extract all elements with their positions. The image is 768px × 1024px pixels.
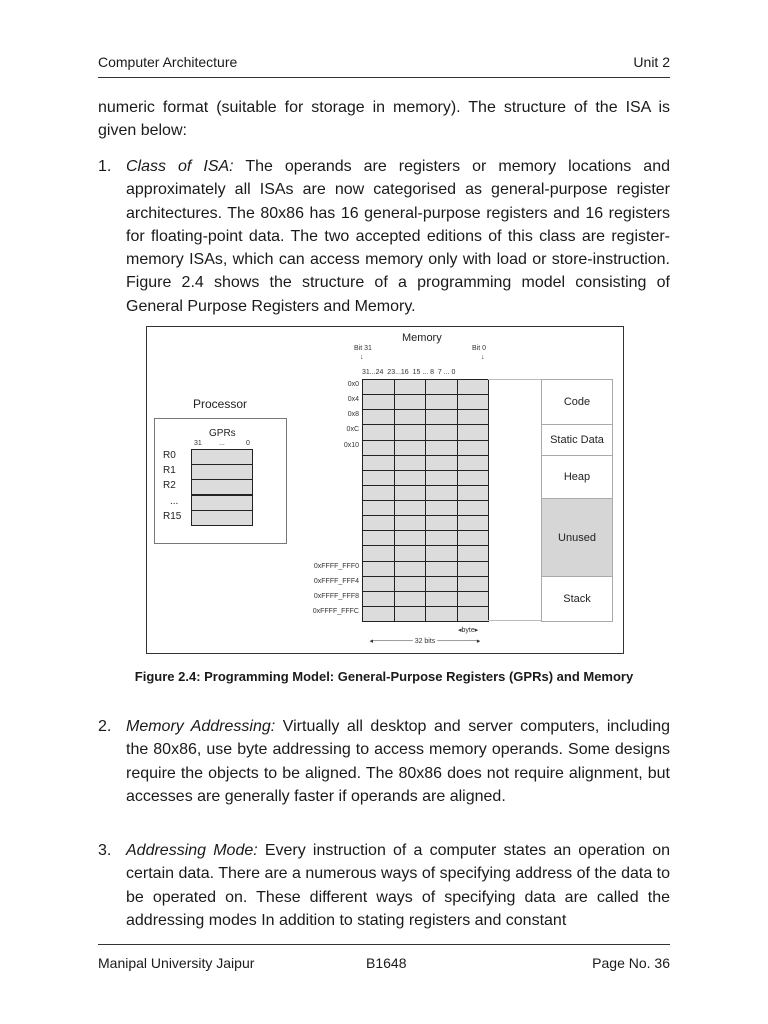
register-cell [191,479,253,495]
register-label: R15 [163,510,182,522]
register-cell [191,510,253,526]
memory-cell [394,606,427,622]
memory-cell [457,409,490,425]
memory-cell [394,545,427,561]
gprs-title: GPRs [209,428,236,439]
memory-cell [362,515,395,531]
address-label: 0x8 [347,411,359,419]
memory-cell [457,576,490,592]
memory-cell [425,455,458,471]
item-term: Memory Addressing: [126,718,276,735]
address-label: 0x10 [343,441,359,449]
item-number: 3. [98,842,112,859]
memory-cell [362,545,395,561]
processor-title: Processor [193,397,248,411]
item-text: Virtually all desktop and server computers, including the 80x86, use byte addressing to access memory operands. Some designs require the objects to be aligned. The 80x86 does not require alignment, but accesses are generally faster if operands are aligned. [126,718,671,805]
figure-programming-model: Processor GPRs 31 ... 0 R0 R1 R2 ... R15 Memory Bit 31 Bit 0 ↓ ↓ 31...24 23...16 15 ... 8 7 ... 0 0x0 0x4 0x8 0xC 0x10 0xFFFF_FFF0 0xFFFF_FFF4 0xFFFF_FFF8 0xFFFF_FFFC Code Static Data Heap Unused Stack ◂byte▸ ◂──────── 32 bits ────────▸ [146,326,624,654]
memory-cell [362,379,395,395]
register-cell [191,449,253,465]
register-label: ... [170,495,179,507]
footer-code: B1648 [366,955,407,971]
address-label: 0x0 [347,381,359,388]
memory-segment-unused: Unused [541,498,613,577]
list-item-3 [98,839,670,932]
memory-segment-code: Code [541,379,613,425]
memory-cell [394,424,427,440]
memory-cell [457,424,490,440]
memory-cell [394,591,427,607]
gpr-bit-lo: 0 [246,440,250,447]
memory-cell [362,576,395,592]
list-item-2 [98,715,670,808]
register-label: R2 [163,480,176,492]
item-number: 2. [98,718,112,735]
memory-cell [362,440,395,456]
memory-cell [425,561,458,577]
memory-cell [425,515,458,531]
memory-cell [394,455,427,471]
bit31-label: Bit 31 [354,345,372,352]
memory-cell [394,530,427,546]
memory-cell [362,409,395,425]
register-cell [191,464,253,480]
register-cell [191,495,253,511]
memory-cell [457,561,490,577]
memory-cell [457,545,490,561]
memory-title: Memory [402,332,442,344]
memory-cell [457,591,490,607]
memory-cell [362,394,395,410]
memory-cell [457,500,490,516]
memory-cell [394,561,427,577]
memory-cell [394,470,427,486]
register-label: R0 [163,450,176,461]
address-label: 0xFFFF_FFFC [312,607,359,615]
address-label: 0x4 [347,396,359,404]
memory-cell [425,440,458,456]
memory-cell [457,530,490,546]
item-text: The operands are registers or memory locations and approximately all ISAs are now categorised as general-purpose register architectures. The 80x86 has 16 general-purpose registers and 16 registers for floating-point data. The two accepted editions of this class are register-memory ISAs, which can access memory only with load or store-instruction. Figure 2.4 shows the structure of a programming model consisting of General Purpose Registers and Memory. [126,158,670,315]
memory-cell [394,394,427,410]
item-term: Class of ISA: [126,158,234,175]
memory-cell [362,470,395,486]
memory-cell [362,530,395,546]
memory-cell [457,515,490,531]
address-label: 0xC [346,426,359,434]
memory-cell [362,606,395,622]
address-label: 0xFFFF_FFF8 [313,592,359,600]
memory-cell [425,470,458,486]
memory-cell [394,500,427,516]
memory-cell [362,485,395,501]
memory-cell [425,530,458,546]
memory-cell [425,500,458,516]
memory-segment-static-data: Static Data [541,424,613,456]
memory-cell [425,591,458,607]
header-unit: Unit 2 [633,54,670,70]
header-title: Computer Architecture [98,54,238,70]
memory-cell [394,379,427,395]
address-label: 0xFFFF_FFF4 [313,577,359,585]
memory-cell [394,440,427,456]
figure-caption: Figure 2.4: Programming Model: General-Purpose Registers (GPRs) and Memory [134,669,634,684]
memory-cell [457,455,490,471]
register-label: R1 [163,465,176,477]
memory-cell [394,409,427,425]
memory-cell [362,591,395,607]
memory-cell [425,409,458,425]
memory-cell [425,394,458,410]
memory-cell [394,515,427,531]
memory-cell [457,485,490,501]
memory-cell [425,606,458,622]
gpr-bit-dots: ... [219,440,225,447]
memory-cell [394,485,427,501]
footer-university: Manipal University Jaipur [98,955,255,971]
footer-page-number: Page No. 36 [592,955,670,971]
memory-segment-stack: Stack [541,576,613,622]
memory-cell [457,470,490,486]
memory-cell [425,424,458,440]
gpr-bit-hi: 31 [194,440,202,447]
memory-cell [425,379,458,395]
memory-cell [457,379,490,395]
memory-cell [362,455,395,471]
memory-cell [425,576,458,592]
memory-cell [362,561,395,577]
byte-label: ◂byte▸ [458,627,479,634]
address-label: 0xFFFF_FFF0 [313,562,359,570]
memory-cell [457,440,490,456]
memory-cell [457,606,490,622]
bit-ranges: 31...24 23...16 15 ... 8 7 ... 0 [362,369,456,376]
item-number: 1. [98,158,112,175]
footer-rule [98,944,670,945]
bits-label: ◂──────── 32 bits ────────▸ [369,638,481,645]
bit0-label: Bit 0 [472,345,487,352]
item-text: Every instruction of a computer states an operation on certain data. There are a numerous ways of specifying address of the data to be operated on. These different ways of specifying data are called the addressing modes In addition to stating registers and constant [126,842,671,929]
memory-cell [425,545,458,561]
item-term: Addressing Mode: [126,842,258,859]
memory-cell [394,576,427,592]
memory-cell [362,424,395,440]
memory-segment-heap: Heap [541,455,613,499]
memory-cell [425,485,458,501]
intro-paragraph: numeric format (suitable for storage in memory). The structure of the ISA is given below: [98,99,670,140]
memory-cell [362,500,395,516]
memory-cell [457,394,490,410]
